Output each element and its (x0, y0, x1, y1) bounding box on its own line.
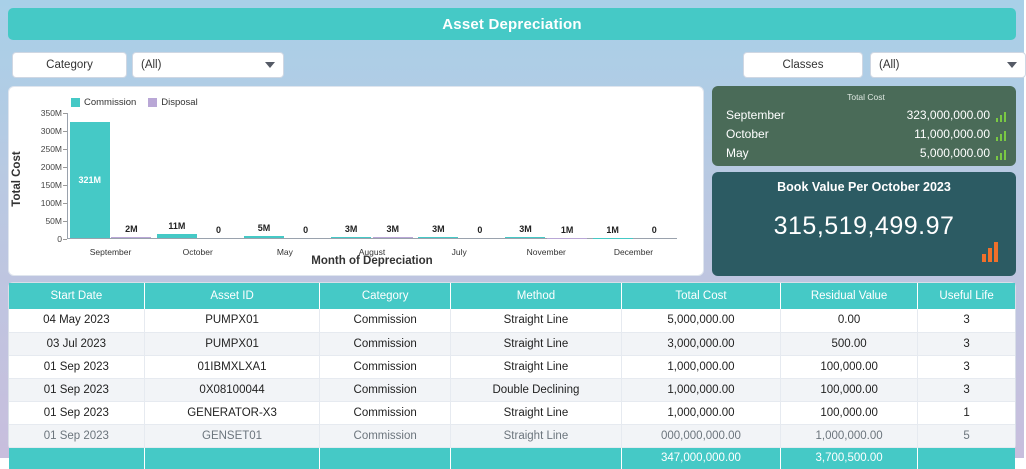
table-cell: 1,000,000.00 (621, 355, 780, 378)
category-filter-label: Category (12, 52, 127, 78)
legend-item[interactable] (71, 97, 136, 108)
chart-legend (71, 97, 198, 108)
table-cell: 3 (918, 309, 1015, 332)
chart-bar[interactable] (373, 237, 413, 238)
bar-chart-icon (996, 112, 1006, 122)
y-axis-tick-label: 250M (41, 144, 62, 154)
classes-filter-select[interactable] (870, 52, 1026, 78)
legend-swatch-icon (148, 98, 157, 107)
table-cell: 04 May 2023 (9, 309, 144, 332)
bar-value-label: 3M (345, 224, 358, 234)
table-cell: 0X08100044 (144, 378, 320, 401)
table-cell: 01 Sep 2023 (9, 378, 144, 401)
x-axis-tick-label: May (277, 247, 293, 257)
table-column-header[interactable]: Total Cost (621, 283, 780, 309)
total-cost-card-title: Total Cost (726, 92, 1006, 102)
table-cell: 01 Sep 2023 (9, 424, 144, 447)
table-row[interactable] (9, 401, 1015, 424)
chart-bar[interactable] (418, 237, 458, 238)
y-axis-tick-mark (63, 167, 67, 168)
table-row[interactable] (9, 355, 1015, 378)
table-cell: Straight Line (450, 332, 621, 355)
table-row[interactable] (9, 424, 1015, 447)
x-axis-tick-label: October (183, 247, 213, 257)
total-cost-amount: 11,000,000.00 (914, 125, 990, 144)
chart-y-axis-label: Total Cost (11, 151, 23, 206)
chart-bar[interactable] (111, 237, 151, 238)
bar-value-label: 1M (561, 225, 574, 235)
total-cost-row (726, 144, 1006, 163)
x-axis-tick-label: July (452, 247, 467, 257)
classes-filter-value: (All) (879, 59, 1007, 71)
table-total-row (9, 447, 1015, 469)
table-cell: 0.00 (781, 309, 918, 332)
dashboard-title-bar (8, 8, 1016, 40)
y-axis-tick-label: 100M (41, 198, 62, 208)
depreciation-bar-chart (8, 86, 704, 276)
table-total-cell: 347,000,000.00 (621, 447, 780, 469)
asset-table-footer (9, 447, 1015, 469)
bar-chart-icon (996, 131, 1006, 141)
y-axis-tick-mark (63, 239, 67, 240)
asset-table (9, 283, 1015, 469)
table-total-cell (144, 447, 320, 469)
table-total-cell: 3,700,500.00 (781, 447, 918, 469)
table-cell: 3 (918, 332, 1015, 355)
total-cost-month: May (726, 144, 920, 163)
total-cost-row (726, 125, 1006, 144)
category-filter-select[interactable] (132, 52, 284, 78)
table-total-cell (450, 447, 621, 469)
chart-bar[interactable] (331, 237, 371, 238)
table-cell: 100,000.00 (781, 401, 918, 424)
bar-value-label: 11M (168, 221, 185, 231)
bar-value-label: 3M (519, 224, 532, 234)
table-cell: 01IBMXLXA1 (144, 355, 320, 378)
legend-label: Commission (84, 97, 136, 108)
table-row[interactable] (9, 332, 1015, 355)
y-axis-tick-mark (63, 221, 67, 222)
bar-chart-icon (996, 150, 1006, 160)
y-axis-tick-label: 50M (45, 216, 62, 226)
bar-value-label: 3M (432, 224, 445, 234)
filter-bar (8, 50, 1016, 82)
bar-chart-icon (982, 242, 1002, 262)
asset-table-container[interactable] (8, 282, 1016, 450)
table-cell: Straight Line (450, 309, 621, 332)
table-row[interactable] (9, 309, 1015, 332)
table-cell: Commission (320, 309, 451, 332)
table-header-row (9, 283, 1015, 309)
table-cell: GENSET01 (144, 424, 320, 447)
table-cell: 3,000,000.00 (621, 332, 780, 355)
table-column-header[interactable]: Useful Life (918, 283, 1015, 309)
chart-plot-area (67, 113, 677, 239)
chart-bar[interactable] (505, 237, 545, 238)
table-row[interactable] (9, 378, 1015, 401)
y-axis-tick-mark (63, 131, 67, 132)
table-total-cell (9, 447, 144, 469)
legend-swatch-icon (71, 98, 80, 107)
total-cost-rows (726, 106, 1006, 163)
bar-value-label: 3M (387, 224, 400, 234)
y-axis-tick-label: 150M (41, 180, 62, 190)
bar-value-label: 5M (258, 223, 271, 233)
table-cell: 03 Jul 2023 (9, 332, 144, 355)
total-cost-month: September (726, 106, 907, 125)
table-column-header[interactable]: Method (450, 283, 621, 309)
total-cost-month: October (726, 125, 914, 144)
total-cost-card (712, 86, 1016, 166)
book-value-card (712, 172, 1016, 276)
table-cell: 3 (918, 355, 1015, 378)
bar-value-label: 321M (79, 175, 102, 185)
y-axis-tick-mark (63, 149, 67, 150)
table-cell: 500.00 (781, 332, 918, 355)
chart-y-axis (67, 113, 68, 239)
chart-x-axis-label: Month of Depreciation (67, 255, 677, 267)
book-value-amount: 315,519,499.97 (712, 212, 1016, 241)
table-cell: 1,000,000.00 (621, 378, 780, 401)
table-cell: 1,000,000.00 (621, 401, 780, 424)
bar-value-label: 1M (606, 225, 619, 235)
table-cell: Commission (320, 378, 451, 401)
bar-value-label: 0 (652, 225, 657, 235)
x-axis-tick-label: August (359, 247, 385, 257)
total-cost-amount: 323,000,000.00 (907, 106, 990, 125)
table-column-header[interactable]: Start Date (9, 283, 144, 309)
book-value-title: Book Value Per October 2023 (712, 180, 1016, 194)
table-cell: 1,000,000.00 (781, 424, 918, 447)
table-cell: 01 Sep 2023 (9, 401, 144, 424)
y-axis-tick-mark (63, 185, 67, 186)
x-axis-tick-label: December (614, 247, 653, 257)
table-cell: GENERATOR-X3 (144, 401, 320, 424)
y-axis-tick-mark (63, 113, 67, 114)
bar-value-label: 0 (216, 225, 221, 235)
table-cell: 3 (918, 378, 1015, 401)
chart-bar[interactable] (157, 234, 197, 238)
table-cell: 1 (918, 401, 1015, 424)
table-cell: 000,000,000.00 (621, 424, 780, 447)
legend-label: Disposal (161, 97, 197, 108)
chevron-down-icon (265, 62, 275, 68)
classes-filter-label: Classes (743, 52, 863, 78)
asset-table-header (9, 283, 1015, 309)
x-axis-tick-label: November (527, 247, 566, 257)
total-cost-amount: 5,000,000.00 (920, 144, 990, 163)
x-axis-tick-label: September (90, 247, 132, 257)
category-filter-value: (All) (141, 59, 265, 71)
table-cell: PUMPX01 (144, 332, 320, 355)
y-axis-tick-mark (63, 203, 67, 204)
table-cell: 100,000.00 (781, 378, 918, 401)
y-axis-tick-label: 350M (41, 108, 62, 118)
chart-x-axis (67, 238, 677, 239)
table-cell: 5 (918, 424, 1015, 447)
chevron-down-icon (1007, 62, 1017, 68)
table-column-header[interactable]: Residual Value (781, 283, 918, 309)
table-total-cell (918, 447, 1015, 469)
y-axis-tick-label: 300M (41, 126, 62, 136)
y-axis-tick-label: 0 (57, 234, 62, 244)
table-cell: PUMPX01 (144, 309, 320, 332)
bar-value-label: 0 (303, 225, 308, 235)
legend-item[interactable] (148, 97, 197, 108)
total-cost-row (726, 106, 1006, 125)
table-total-cell (320, 447, 451, 469)
table-column-header[interactable]: Category (320, 283, 451, 309)
bar-value-label: 2M (125, 224, 138, 234)
table-cell: Straight Line (450, 355, 621, 378)
bar-value-label: 0 (477, 225, 482, 235)
chart-bar[interactable] (244, 236, 284, 238)
table-cell: Double Declining (450, 378, 621, 401)
table-column-header[interactable]: Asset ID (144, 283, 320, 309)
table-cell: 01 Sep 2023 (9, 355, 144, 378)
table-cell: Commission (320, 355, 451, 378)
table-cell: Straight Line (450, 424, 621, 447)
y-axis-tick-label: 200M (41, 162, 62, 172)
asset-table-body (9, 309, 1015, 447)
table-cell: 5,000,000.00 (621, 309, 780, 332)
table-cell: Commission (320, 424, 451, 447)
table-cell: Commission (320, 332, 451, 355)
table-cell: Commission (320, 401, 451, 424)
table-cell: 100,000.00 (781, 355, 918, 378)
page-title: Asset Depreciation (442, 16, 581, 33)
table-cell: Straight Line (450, 401, 621, 424)
